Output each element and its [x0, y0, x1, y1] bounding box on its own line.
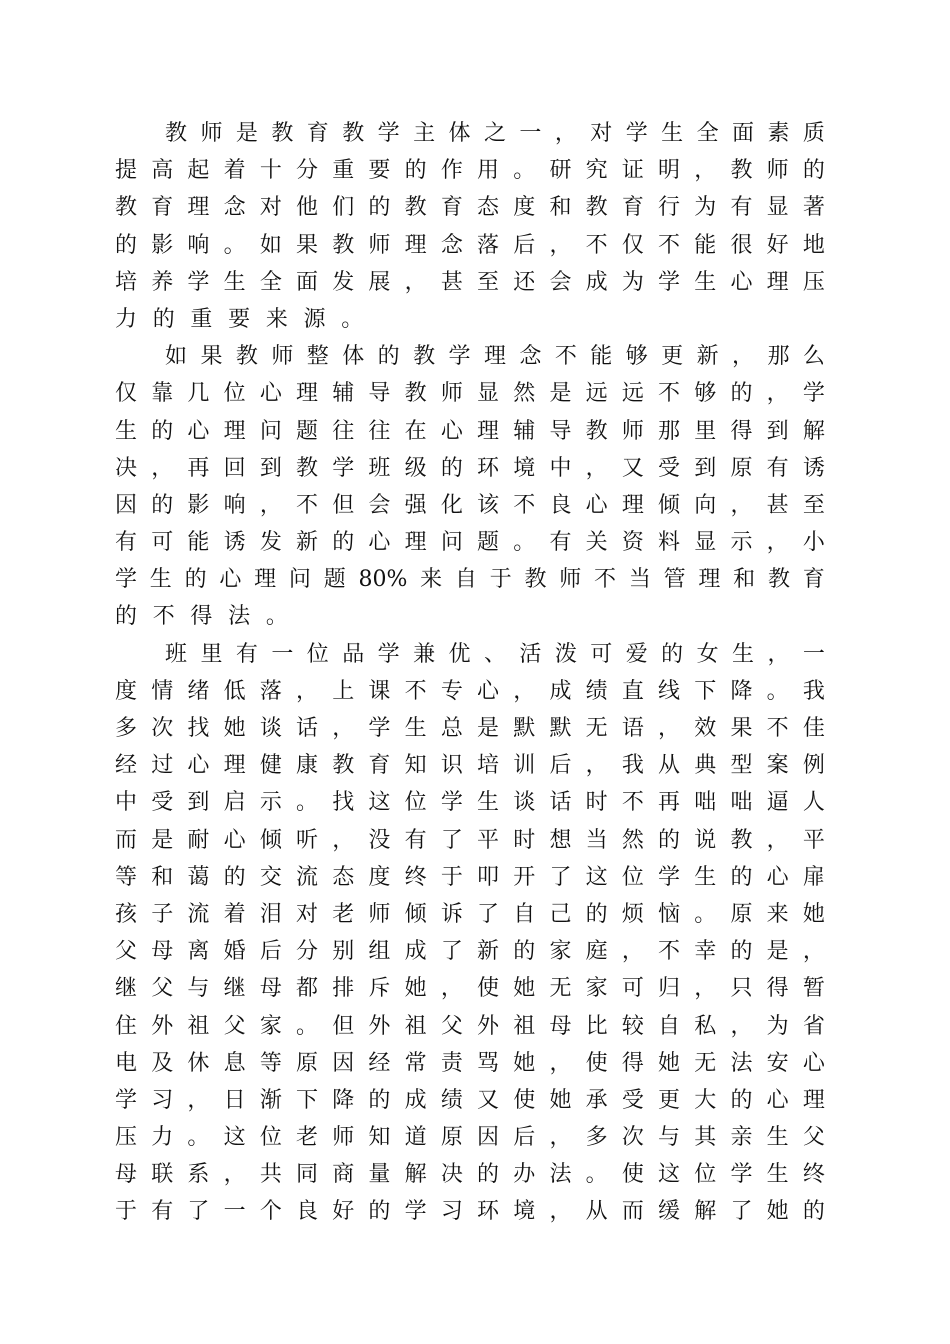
text-line: 父 母 离 婚 后 分 别 组 成 了 新 的 家 庭 ， 不 幸 的 是 ，	[115, 939, 825, 965]
paragraph	[115, 338, 825, 636]
text-line: 教 师 是 教 育 教 学 主 体 之 一 ， 对 学 生 全 面 素 质	[165, 121, 825, 146]
text-line: 孩 子 流 着 泪 对 老 师 倾 诉 了 自 己 的 烦 恼 。 原 来 她	[115, 901, 825, 927]
text-line: 的 不 得 法 。	[115, 604, 288, 630]
document-body	[115, 115, 825, 1231]
text-line: 压 力 。 这 位 老 师 知 道 原 因 后 ， 多 次 与 其 亲 生 父	[115, 1125, 825, 1151]
text-line: 有 可 能 诱 发 新 的 心 理 问 题 。 有 关 资 料 显 示 ， 小	[115, 530, 825, 556]
text-line: 班 里 有 一 位 品 学 兼 优 、 活 泼 可 爱 的 女 生 ， 一	[165, 641, 825, 667]
text-line: 提 高 起 着 十 分 重 要 的 作 用 。 研 究 证 明 ， 教 师 的	[115, 158, 825, 184]
text-line: 培 养 学 生 全 面 发 展 ， 甚 至 还 会 成 为 学 生 心 理 压	[115, 269, 825, 295]
paragraph	[115, 636, 825, 1231]
text-line: 学 习 ， 日 渐 下 降 的 成 绩 又 使 她 承 受 更 大 的 心 理	[115, 1087, 825, 1113]
text-line: 于 有 了 一 个 良 好 的 学 习 环 境 ， 从 而 缓 解 了 她 的	[115, 1199, 825, 1225]
text-line: 生 的 心 理 问 题 往 往 在 心 理 辅 导 教 师 那 里 得 到 解	[115, 418, 825, 444]
text-line: 多 次 找 她 谈 话 ， 学 生 总 是 默 默 无 语 ， 效 果 不 佳	[115, 716, 825, 741]
text-line: 如 果 教 师 整 体 的 教 学 理 念 不 能 够 更 新 ， 那 么	[165, 344, 825, 370]
text-line: 电 及 休 息 等 原 因 经 常 责 骂 她 ， 使 得 她 无 法 安 心	[115, 1050, 825, 1076]
text-line: 等 和 蔼 的 交 流 态 度 终 于 叩 开 了 这 位 学 生 的 心 扉	[115, 864, 825, 890]
text-line: 经 过 心 理 健 康 教 育 知 识 培 训 后 ， 我 从 典 型 案 例	[115, 753, 825, 779]
text-line: 决 ， 再 回 到 教 学 班 级 的 环 境 中 ， 又 受 到 原 有 诱	[115, 455, 825, 481]
text-line: 而 是 耐 心 倾 听 ， 没 有 了 平 时 想 当 然 的 说 教 ， 平	[115, 827, 825, 853]
text-line: 教 育 理 念 对 他 们 的 教 育 态 度 和 教 育 行 为 有 显 著	[115, 195, 825, 221]
text-line: 中 受 到 启 示 。 找 这 位 学 生 谈 话 时 不 再 咄 咄 逼 人	[115, 790, 825, 816]
text-line: 继 父 与 继 母 都 排 斥 她 ， 使 她 无 家 可 归 ， 只 得 暂	[115, 976, 825, 1002]
text-line: 的 影 响 。 如 果 教 师 理 念 落 后 ， 不 仅 不 能 很 好 地	[115, 232, 825, 258]
text-line: 仅 靠 几 位 心 理 辅 导 教 师 显 然 是 远 远 不 够 的 ， 学	[115, 381, 825, 407]
text-line: 学 生 的 心 理 问 题 80% 来 自 于 教 师 不 当 管 理 和 教 育	[115, 567, 825, 593]
text-line: 度 情 绪 低 落 ， 上 课 不 专 心 ， 成 绩 直 线 下 降 。 我	[115, 678, 825, 704]
text-line: 因 的 影 响 ， 不 但 会 强 化 该 不 良 心 理 倾 向 ， 甚 至	[115, 492, 825, 518]
text-line: 力 的 重 要 来 源 。	[115, 306, 364, 332]
text-line: 住 外 祖 父 家 。 但 外 祖 父 外 祖 母 比 较 自 私 ， 为 省	[115, 1013, 825, 1039]
paragraph	[115, 115, 825, 338]
text-line: 母 联 系 ， 共 同 商 量 解 决 的 办 法 。 使 这 位 学 生 终	[115, 1162, 825, 1188]
